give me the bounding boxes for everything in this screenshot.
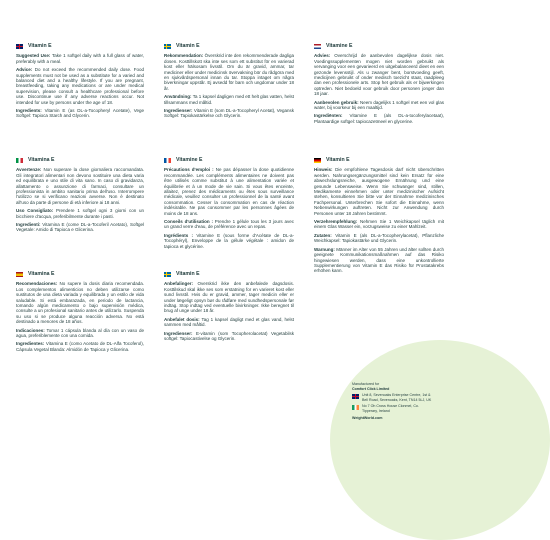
ie-address: No 7 Oh Cross House Clonmel, Co. Tipperary, Ireland	[362, 404, 419, 413]
paragraph: Användning: Ta 1 kapsel dagligen med ett helt glas vatten, helst tillsammans med måltid.	[164, 94, 294, 105]
paragraph: Indicaciones: Tomar 1 cápsula blanda al día con un vaso de agua, preferiblemente con una comida.	[16, 327, 144, 339]
germany-flag-icon	[314, 158, 321, 163]
paragraph: Advice: Do not exceed the recommended daily dose. Food supplements must not be used as a substitute for a varied and balanced diet and a healthy lifestyle. If you are pregnant, breastfeeding, taking any medications or are under medical supervision, please consult a healthcare professional before use. Discontinue use if any adverse reactions occur. Not intended for use by persons under the age of 18.	[16, 67, 144, 105]
section-es	[0, 236, 152, 354]
paragraph: Ingredientes: Vitamina E (como Acetato de DL-Alfa Tocoferol), Cápsula Vegetal Blanda: Almidón de Tapioca y Glicerina.	[16, 341, 144, 352]
italy-flag-icon	[16, 158, 23, 163]
empty-cell	[304, 236, 456, 354]
denmark-flag-icon	[164, 272, 171, 277]
manufacturer-heading: Manufactured for	[352, 382, 380, 386]
manufacturer-info	[352, 382, 434, 420]
paragraph: Ingrediënten: Vitamine E (als DL-a-tocoferylacetaat), Plantaardige softgel: tapiocazetmeel en glycerine.	[314, 113, 444, 124]
ireland-flag-icon	[352, 405, 359, 410]
paragraph: Advies: Overschrijd de aanbevolen dagelijkse dosis niet. Voedingssupplementen mogen niet worden gebruikt als vervanging voor een gevarieerd en uitgebalanceerd dieet en een gezonde levensstijl. Als u zwanger bent, borstvoeding geeft, medicijnen gebruikt of onder medisch toezicht staat, raadpleeg dan een professionele arts. Stop het gebruik als er bijwerkingen optreden. Niet bedoeld voor gebruik door personen jonger dan 18 jaar.	[314, 53, 444, 97]
section-title: Vitamine E	[176, 157, 203, 163]
paragraph: Anbefalinger: Overskrid ikke den anbefalede dagsdosis. Kosttilskud skal ikke ses som erstatning for en varieret kost eller sund livsstil. Hvis du er gravid, ammer, tager medicin eller er under lægeligt opsyn bør du rådføre med sundhedspersonale før indtag. Stop indtag ved eventuelle bivirkninger. Ikke beregnet til brug af unge under 18 år.	[164, 281, 294, 314]
paragraph: Recomendaciones: No supere la dosis diaria recomendada. Los complementos alimenticios no deben utilizarse como sustitutos de una dieta variada y equilibrada y un estilo de vida saludable. Si está embarazada, en periodo de lactancia, tomando algún medicamento o bajo supervisión médica, consulte a un profesional sanitario antes de utilizarlo. Suspenda su uso si se produce alguna reacción adversa. No está destinado a menores de 18 años.	[16, 281, 144, 325]
paragraph: Précautions d'emploi : Ne pas dépasser la dose quotidienne recommandée. Les compléments alimentaires ne doivent pas être utilisés comme substitut à une alimentation variée et équilibrée et à un mode de vie sain. Si vous êtes enceinte, allaitez, prenez des médicaments ou êtes sous surveillance médicale, veuillez consulter un professionnel de la santé avant consommation. Cesser la consommation en cas de réaction indésirable. Ne pas consommer par les personnes âgées de moins de 18 ans.	[164, 167, 294, 216]
section-de	[304, 118, 456, 274]
paragraph: Warnung: Männer im Alter von 55 Jahren und älter sollten durch geeignete Kommunikationsmaßnahmen auf das Risiko hingewiesen werden, dass eine unkontrollierte Supplementierung von Vitamin E das Risiko für Prostatakrebs erhöhen kann.	[314, 246, 444, 274]
paragraph: Ingredienser: E-vitamin (som Tocopherolacetat) Vegetabilsk softgel: Tapiocastivelse og Glycerin.	[164, 330, 294, 342]
paragraph: Uso Consigliato: Prendere 1 softgel ogni 3 giorni con un bicchiere d'acqua, preferibilmente durante i pasti.	[16, 208, 145, 219]
paragraph: Avvertenze: Non superare la dose giornaliera raccomandata. Gli integratori alimentari non devono sostituire una dieta varia ed equilibrata e uno stile di vita sano. In caso di gravidanza, allattamento o assunzione di farmaci, consultare un professionista in ambito sanitario prima dell'uso. Interrompere l'utilizzo se si verificano reazioni avverse. Non è destinato all'uso da parte di persone di età inferiore ai 18 anni.	[16, 167, 144, 205]
company-name: Comfort Click Limited	[352, 386, 390, 391]
section-title: Vitamin E	[176, 43, 200, 49]
spain-flag-icon	[16, 272, 23, 277]
paragraph: Ingredienser: Vitamin E (som DL-a-Tocopheryl Acetat), Vegansk Softgel: Tapiokastärkelse och Glycerin.	[164, 108, 294, 119]
section-nl	[304, 0, 456, 124]
uk-address-row	[352, 393, 434, 402]
uk-address: Unit 8, Sevenoaks Enterprise Centre, 1st & Bell Road, Sevenoaks, Kent, TN14 5LJ, UK	[362, 393, 432, 402]
paragraph: Ingredienti: Vitamina E (come DL-a-Tocoferil Acetato), Softgel Vegetale: Amido di Tapioca e Glicerina.	[16, 222, 144, 233]
section-title: Vitamine E	[326, 43, 353, 49]
france-flag-icon	[164, 158, 171, 163]
section-title: Vitamin E	[176, 271, 200, 277]
paragraph: Aanbevolen gebruik: Neem dagelijks 1 softgel met een vol glas water, bij voorkeur bij een maaltijd.	[314, 99, 444, 111]
paragraph: Ingredients: Vitamin E (as DL-a-Tocopheryl Acetate), Vege Softgel: Tapioca Starch and Glycerin.	[16, 108, 144, 119]
paragraph: Ingrédients : Vitamine E (sous forme d'Acétate de DL-a-Tocophéryl), Enveloppe de la gélule végétale : amidon de tapioca et glycérine.	[164, 232, 294, 249]
section-en	[0, 0, 152, 118]
section-title: Vitamin E	[28, 43, 52, 49]
uk-flag-icon	[16, 44, 23, 49]
paragraph: Zutaten: Vitamin E (als DL-a-Tocopherylacetat), Pflanzliche Weichkapsel: Tapiokastärke und Glycerin.	[314, 232, 444, 244]
netherlands-flag-icon	[314, 44, 321, 49]
paragraph: Suggested Use: Take 1 softgel daily with a full glass of water, preferably with a meal.	[16, 53, 144, 64]
paragraph: Conseils d'utilisation : Prendre 1 gélule tous les 3 jours avec un grand verre d'eau, de préférence avec un repas.	[164, 219, 294, 230]
paragraph: Anbefalet dosis: Tag 1 kapsel dagligt med et glas vand, helst sammen med måltid.	[164, 316, 294, 328]
paragraph: Hinweis: Die empfohlene Tagesdosis darf nicht überschritten werden. Nahrungsergänzungsmittel sind kein Ersatz für eine abwechslungsreiche, ausgewogene Ernährung und eine gesunde Lebensweise. Wenn Sie schwanger sind, stillen, Medikamente einnehmen oder unter medizinischer Aufsicht stehen, konsultieren Sie bitte vor der Einnahme medizinisches Fachpersonal. Unterbrechen Sie sofort die Einnahme, wenn Nebenwirkungen auftreten. Nicht zur Anwendung durch Personen unter 18 Jahren bestimmt.	[314, 167, 444, 216]
website: WeightWorld.com	[352, 415, 383, 420]
paragraph: Verzehrempfehlung: Nehmen Sie 1 Weichkapsel täglich mit einem Glas Wasser ein, vorzugsweise zu einer Mahlzeit.	[314, 219, 444, 230]
section-it	[0, 118, 152, 236]
section-da	[152, 236, 304, 354]
section-sv	[152, 0, 304, 118]
uk-flag-icon	[352, 394, 359, 399]
section-title: Vitamina E	[28, 271, 55, 277]
section-title: Vitamin E	[326, 157, 350, 163]
paragraph: Rekommendation: Överskrid inte den rekommenderade dagliga dosen. Kosttillskott ska inte ses som ett substitut för en varierad kost eller hälsosam livsstil. Om du är gravid, ammar, tar mediciner eller under medicinsk övervakning bör du rådgöra med en sjukvårdspersonal innan du tar. Stoppa intaget om några biverkningar uppstår. Ej avsedd för barn och ungdomar under 18 år.	[164, 53, 294, 91]
ie-address-row	[352, 404, 434, 413]
section-title: Vitamina E	[28, 157, 55, 163]
sweden-flag-icon	[164, 44, 171, 49]
section-fr	[152, 118, 304, 249]
